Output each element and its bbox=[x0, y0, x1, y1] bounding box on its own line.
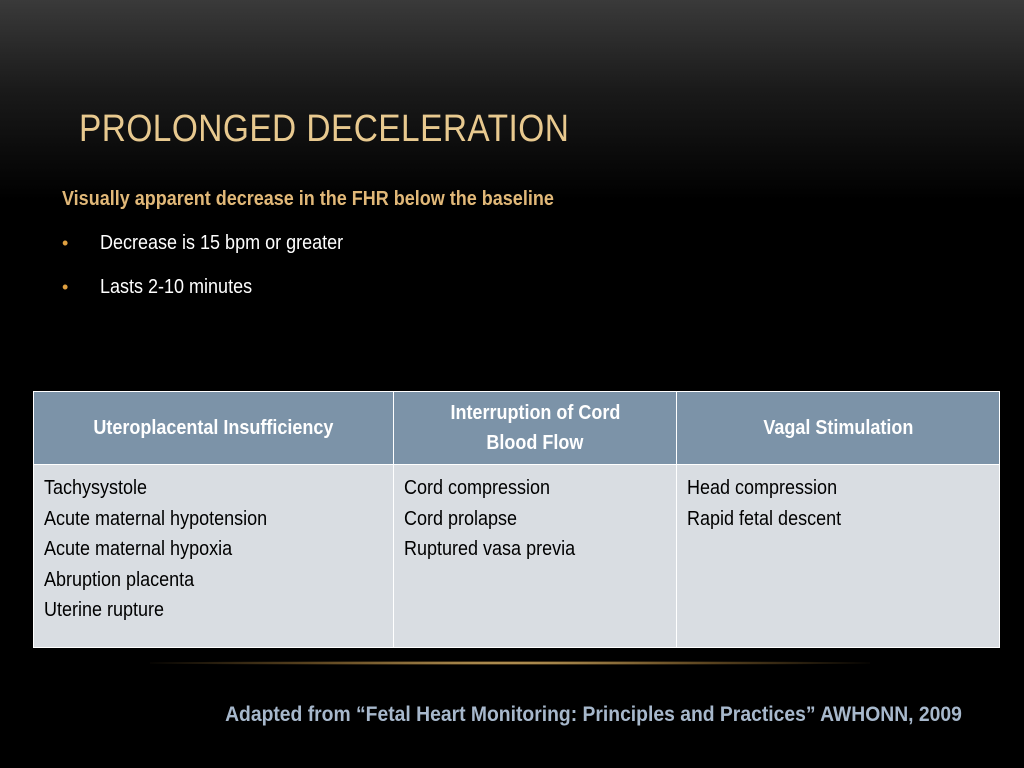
header-label: Blood Flow bbox=[486, 432, 584, 454]
cause-item: Acute maternal hypoxia bbox=[44, 538, 233, 560]
bullet-text: Decrease is 15 bpm or greater bbox=[100, 232, 344, 254]
cause-item: Cord prolapse bbox=[404, 507, 518, 530]
bullet-icon: • bbox=[62, 233, 69, 253]
table-row bbox=[34, 465, 1000, 648]
decorative-divider bbox=[150, 661, 870, 665]
cause-item: Tachysystole bbox=[44, 477, 148, 499]
cell-cord-causes bbox=[394, 465, 677, 648]
cell-uteroplacental-causes bbox=[34, 465, 394, 648]
bullet-icon: • bbox=[62, 277, 69, 297]
header-label: Uteroplacental Insufficiency bbox=[93, 417, 334, 439]
cause-item: Cord compression bbox=[404, 477, 551, 499]
cause-item: Head compression bbox=[687, 477, 838, 499]
header-label: Interruption of Cord bbox=[450, 402, 620, 424]
slide-title: PROLONGED DECELERATION bbox=[79, 108, 570, 150]
bullet-text: Lasts 2-10 minutes bbox=[100, 276, 253, 298]
cause-item: Rapid fetal descent bbox=[687, 507, 842, 530]
cause-item: Abruption placenta bbox=[44, 568, 195, 591]
source-citation: Adapted from “Fetal Heart Monitoring: Principles and Practices” AWHONN, 2009 bbox=[225, 703, 962, 726]
cause-item: Uterine rupture bbox=[44, 599, 165, 621]
header-vagal-stimulation bbox=[677, 392, 1000, 465]
header-uteroplacental bbox=[34, 392, 394, 465]
header-label: Vagal Stimulation bbox=[762, 417, 914, 439]
cell-vagal-causes bbox=[677, 465, 1000, 648]
table-header-row bbox=[34, 392, 1000, 465]
causes-table bbox=[33, 391, 1000, 648]
cause-item: Acute maternal hypotension bbox=[44, 507, 268, 530]
subheading: Visually apparent decrease in the FHR below the baseline bbox=[62, 188, 554, 210]
cause-item: Ruptured vasa previa bbox=[404, 538, 576, 560]
header-cord-blood-flow bbox=[394, 392, 677, 465]
